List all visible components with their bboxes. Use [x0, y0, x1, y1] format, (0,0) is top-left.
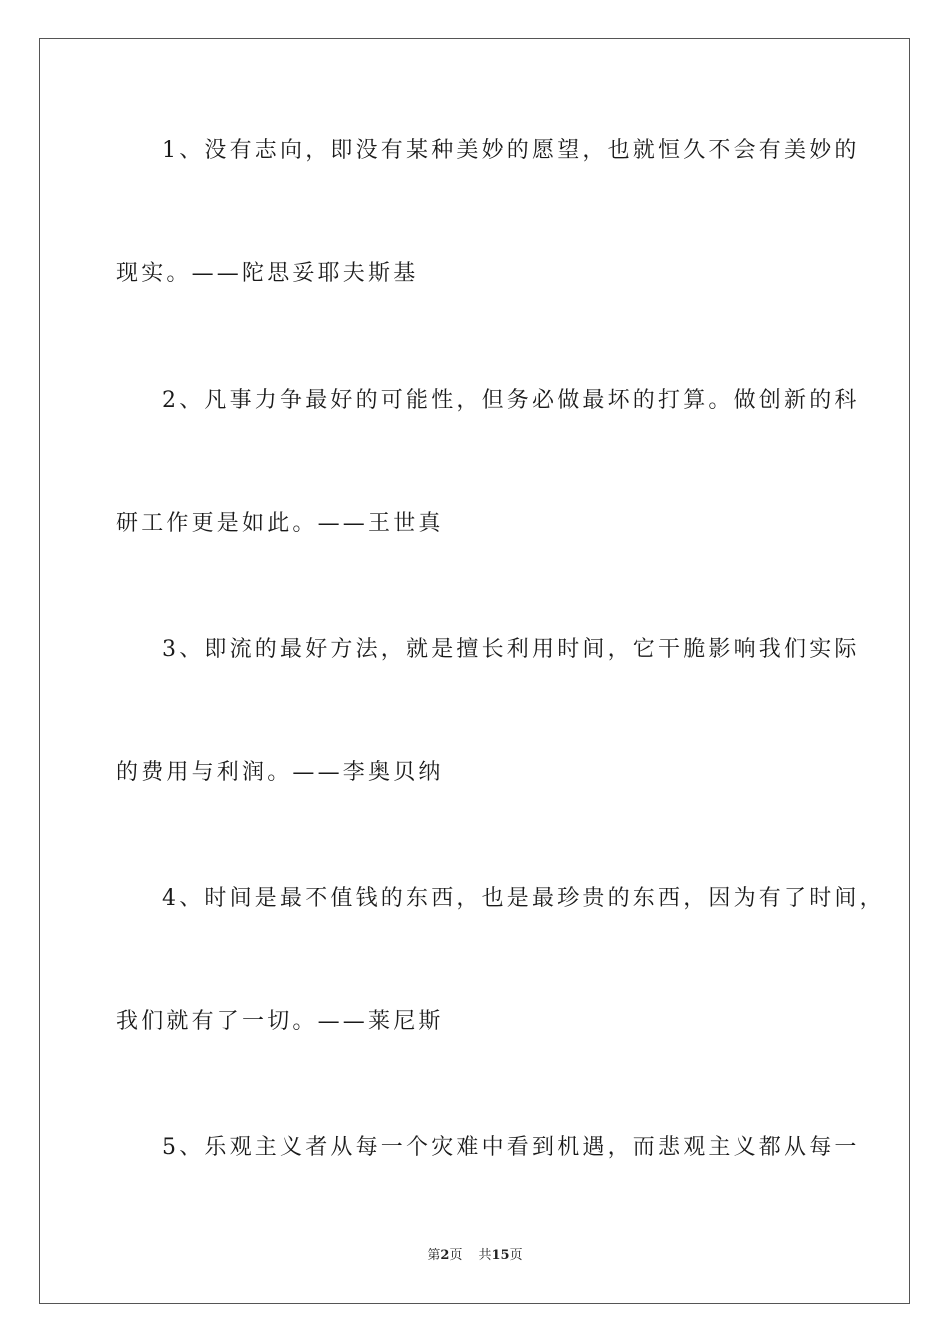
footer-page-suffix: 页: [449, 1248, 463, 1263]
total-pages-number: 15: [491, 1248, 510, 1263]
quote-2-line-2: 研工作更是如此。——王世真: [116, 511, 444, 536]
footer-prefix: 第: [427, 1248, 441, 1263]
footer-total-suffix: 页: [509, 1248, 523, 1263]
quote-1-line-1: 1、没有志向，即没有某种美妙的愿望，也就恒久不会有美妙的: [162, 138, 860, 163]
quote-1-line-2: 现实。——陀思妥耶夫斯基: [116, 261, 419, 286]
footer-total-prefix: 共: [478, 1248, 492, 1263]
quote-5-line-1: 5、乐观主义者从每一个灾难中看到机遇，而悲观主义都从每一: [162, 1135, 860, 1160]
current-page-number: 2: [440, 1248, 450, 1263]
quote-4-line-1: 4、时间是最不值钱的东西，也是最珍贵的东西，因为有了时间，: [162, 886, 885, 911]
quote-3-line-2: 的费用与利润。——李奥贝纳: [116, 760, 444, 785]
page-border: [39, 38, 910, 1304]
quote-2-line-1: 2、凡事力争最好的可能性，但务必做最坏的打算。做创新的科: [162, 388, 860, 413]
quote-3-line-1: 3、即流的最好方法，就是擅长利用时间，它干脆影响我们实际: [162, 637, 860, 662]
quote-4-line-2: 我们就有了一切。——莱尼斯: [116, 1009, 444, 1034]
page-footer: [0, 1247, 950, 1265]
